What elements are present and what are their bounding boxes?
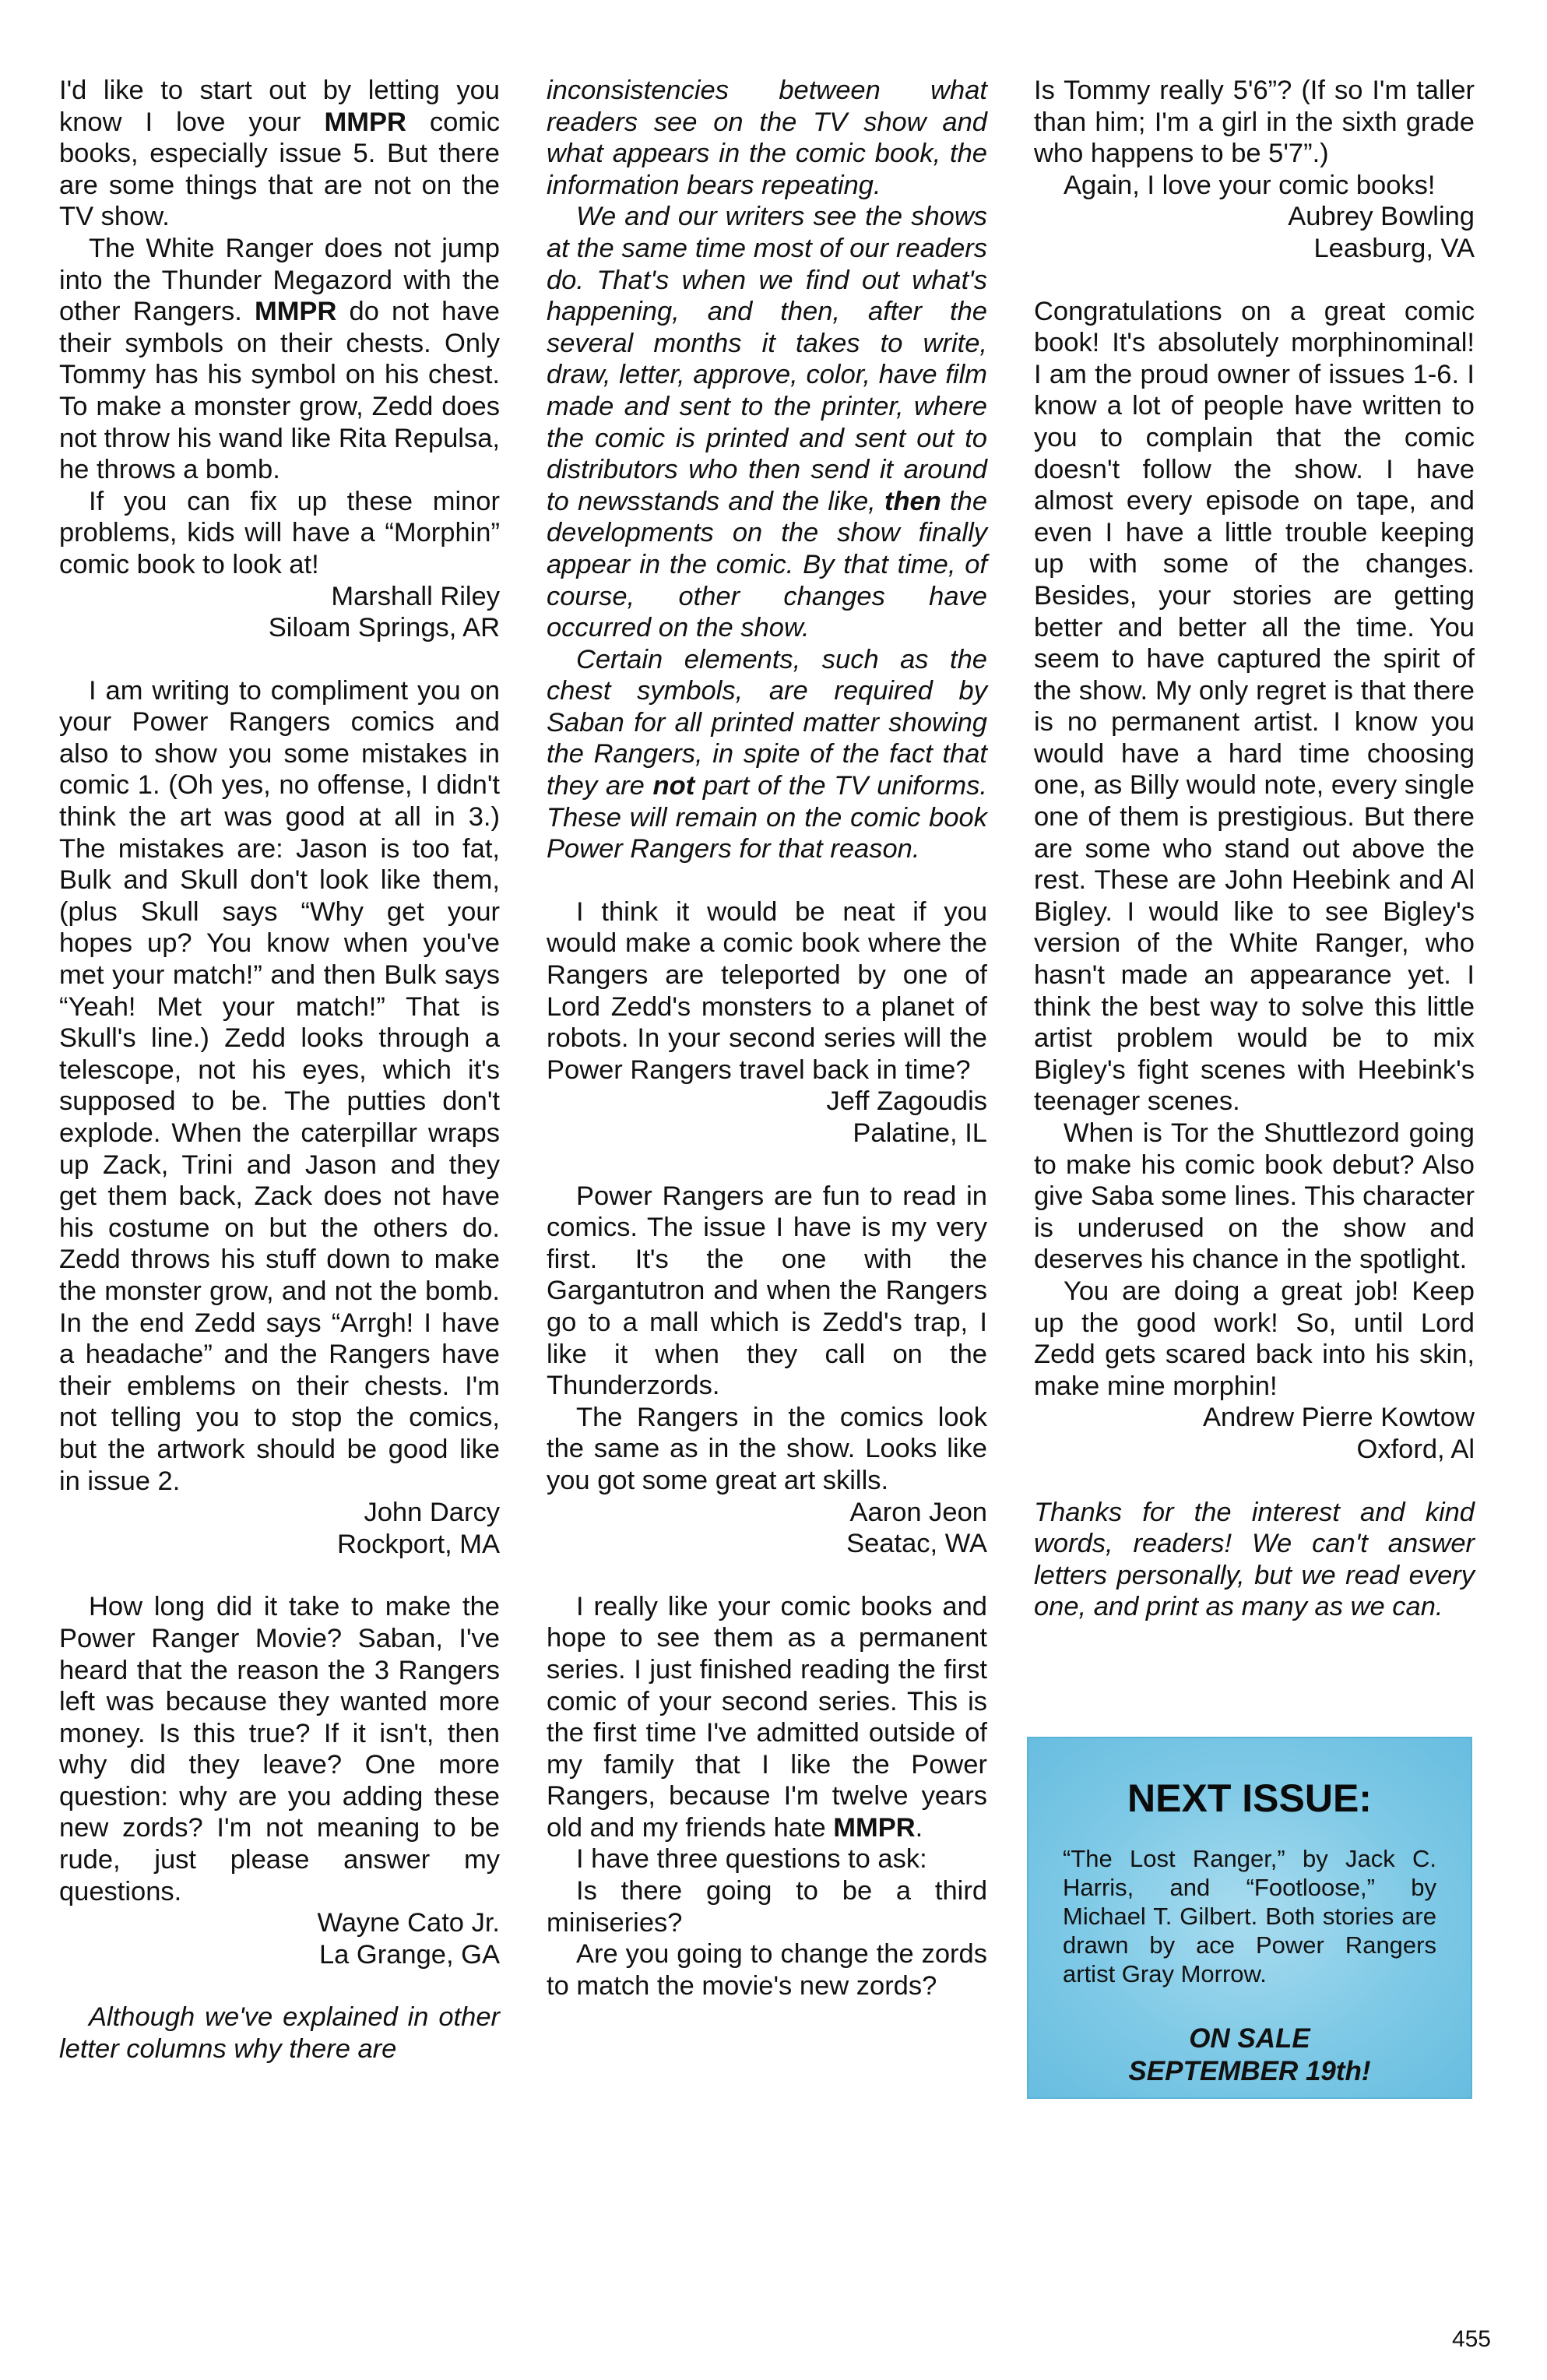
on-sale-date-text: SEPTEMBER 19th! <box>1128 2056 1371 2086</box>
next-issue-title: NEXT ISSUE: <box>1127 1776 1372 1820</box>
letter-paragraph: Is Tommy really 5'6”? (If so I'm taller than him; I'm a girl in the sixth grade who happens to be 5'7”.) <box>1034 76 1475 169</box>
signature-name: Aubrey Bowling <box>1288 202 1475 232</box>
letter-paragraph: I have three questions to ask: <box>576 1844 927 1875</box>
signature-place: La Grange, GA <box>318 1939 500 1970</box>
editor-reply: We and our writers see the shows at the same time most of our readers do. That's when we find out what's happening, and then, after the several months it takes to write, draw, letter, approve, color, have film made and sent to the printer, where the comic is printed and sent out to distributors who then send it around to newsstands and the like, then the developments on the show finally appear in the comic. By that time, of course, other changes have occurred on the show. <box>547 202 988 643</box>
signature-name: Marshall Riley <box>331 581 500 611</box>
signature-place: Oxford, Al <box>1356 1434 1475 1464</box>
editor-reply: Certain elements, such as the chest symbols, are required by Saban for all printed matter showing the Rangers, in spite of the fact that they are not part of the TV uniforms. These will remain on the comic book Power Rangers for that reason. <box>547 644 987 864</box>
signature-place: Siloam Springs, AR <box>268 613 500 643</box>
letter-paragraph: If you can fix up these minor problems, kids will have a “Morphin” comic book to look at! <box>59 486 500 579</box>
letters-column-2 <box>547 75 987 2002</box>
next-issue-box <box>1027 1737 1472 2099</box>
editor-reply: Although we've explained in other letter columns why there are <box>59 2002 500 2065</box>
letter-paragraph: How long did it take to make the Power Ranger Movie? Saban, I've heard that the reason the 3 Rangers left was because they wanted more money. Is this true? If it isn't, then why did they leave? One more question: why are you adding these new zords? I'm not meaning to be rude, just please answer my questions. <box>59 1592 500 1906</box>
signature-name: Wayne Cato Jr. <box>317 1908 500 1938</box>
on-sale-label: ON SALE <box>1189 2023 1310 2054</box>
signature-name: Aaron Jeon <box>849 1497 987 1527</box>
editor-reply: inconsistencies between what readers see on the TV show and what appears in the comic book, the information bears repeating. <box>547 76 987 200</box>
letter-paragraph: Is there going to be a third miniseries? <box>547 1876 987 1938</box>
signature-place: Seatac, WA <box>846 1529 987 1559</box>
next-issue-description: “The Lost Ranger,” by Jack C. Harris, and “Footloose,” by Michael T. Gilbert. Both stories are drawn by ace Power Rangers artist Gray Morrow. <box>1063 1845 1436 1987</box>
letter-paragraph: Again, I love your comic books! <box>1064 170 1436 200</box>
signature-place: Palatine, IL <box>853 1118 987 1148</box>
letter-paragraph: Power Rangers are fun to read in comics. The issue I have is my very first. It's the one with the Gargantutron and when the Rangers go to a mall which is Zedd's trap, I like it when they call on the Thunderzords. <box>547 1181 987 1401</box>
letter-paragraph: I am writing to compliment you on your Power Rangers comics and also to show you some mistakes in comic 1. (Oh yes, no offense, I didn't think the art was good at all in 3.) The mistakes are: Jason is too fat, Bulk and Skull don't look like them, (plus Skull says “Why get your hopes up? You know when you've met your match!” and then Bulk says “Yeah! Met your match!” That is Skull's line.) Zedd looks through a telescope, not his eyes, which it's supposed to be. The putties don't explode. When the caterpillar wraps up Zack, Trini and Jason and they get them back, Zack does not have his costume on but the others do. Zedd throws his stuff down to make the monster grow, and not the bomb. In the end Zedd says “Arrgh! I have a headache” and the Rangers have their emblems on their chests. I'm not telling you to stop the comics, but the artwork should be good like in issue 2. <box>59 675 500 1496</box>
letter-paragraph: When is Tor the Shuttlezord going to make his comic book debut? Also give Saba some lines. This character is underused on the show and deserves his chance in the spotlight. <box>1034 1118 1475 1275</box>
signature-name: Jeff Zagoudis <box>826 1086 987 1117</box>
letter-paragraph: Are you going to change the zords to match the movie's new zords? <box>547 1939 987 2001</box>
signature-place: Leasburg, VA <box>1313 233 1475 263</box>
letter-paragraph: I think it would be neat if you would make a comic book where the Rangers are teleported by one of Lord Zedd's monsters to a planet of robots. In your second series will the Power Rangers travel back in time? <box>547 896 987 1085</box>
on-sale-date <box>1028 2023 1471 2088</box>
letter-paragraph: You are doing a great job! Keep up the good work! So, until Lord Zedd gets scared back into his skin, make mine morphin! <box>1034 1276 1475 1401</box>
letter-paragraph: I really like your comic books and hope to see them as a permanent series. I just finished reading the first comic of your second series. This is the first time I've admitted outside of my family that I like the Power Rangers, because I'm twelve years old and my friends hate MMPR. <box>547 1591 987 1843</box>
letter-paragraph: The Rangers in the comics look the same as in the show. Looks like you got some great art skills. <box>547 1402 987 1495</box>
signature-name: Andrew Pierre Kowtow <box>1203 1403 1475 1433</box>
signature-place: Rockport, MA <box>337 1529 500 1559</box>
letter-paragraph: Congratulations on a great comic book! It's absolutely morphinominal! I am the proud owner of issues 1-6. I know a lot of people have written to you to complain that the comic doesn't follow the show. I have almost every episode on tape, and even I have a little trouble keeping up with some of the changes. Besides, your stories are getting better and better all the time. You seem to have captured the spirit of the show. My only regret is that there is no permanent artist. I know you would have a hard time choosing one, as Billy would note, every single one of them is prestigious. But there are some who stand out above the rest. These are John Heebink and Al Bigley. I would like to see Bigley's version of the White Ranger, who hasn't made an appearance yet. I think the best way to solve this little artist problem would be to mix Bigley's fight scenes with Heebink's teenager scenes. <box>1034 296 1475 1117</box>
editor-closing: Thanks for the interest and kind words, readers! We can't answer letters personally, but we read every one, and print as many as we can. <box>1034 1497 1475 1622</box>
page-number: 455 <box>1451 2326 1491 2352</box>
letters-column-1 <box>59 75 500 2065</box>
signature-name: John Darcy <box>364 1498 500 1528</box>
letters-column-3 <box>1034 75 1475 1623</box>
letter-paragraph: The White Ranger does not jump into the Thunder Megazord with the other Rangers. MMPR do not have their symbols on their chests. Only Tommy has his symbol on his chest. To make a monster grow, Zedd does not throw his wand like Rita Repulsa, he throws a bomb. <box>59 233 500 485</box>
letter-paragraph: I'd like to start out by letting you know I love your MMPR comic books, especially issue 5. But there are some things that are not on the TV show. <box>59 76 500 232</box>
